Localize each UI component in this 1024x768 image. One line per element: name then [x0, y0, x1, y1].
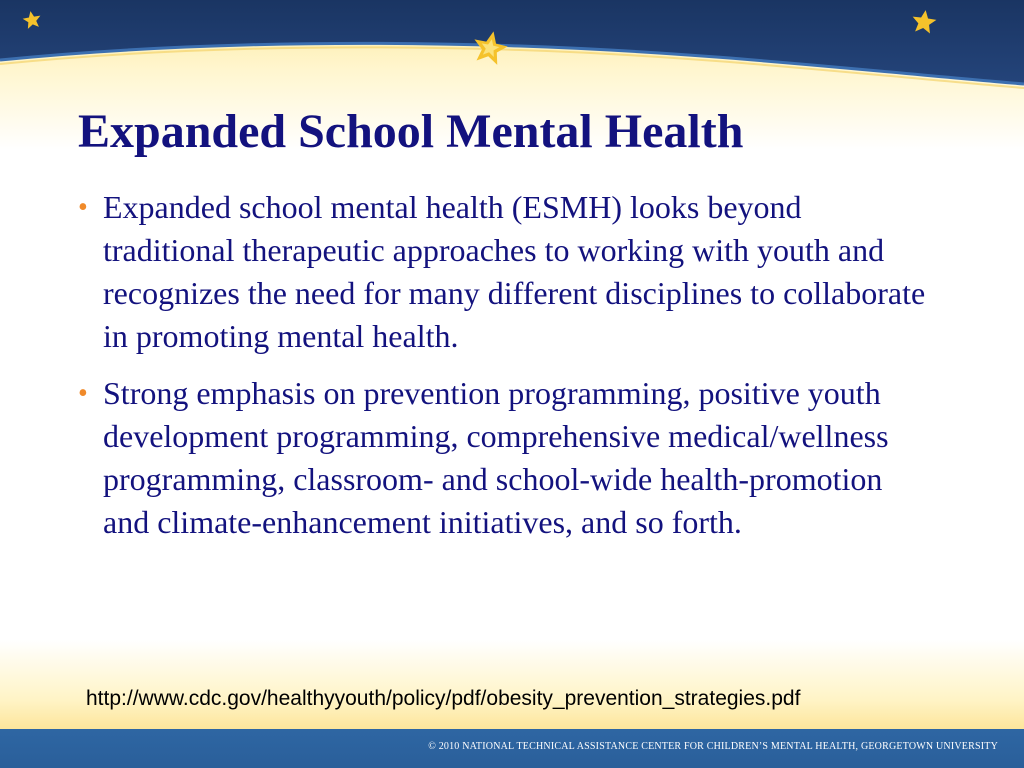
bullet-text: Strong emphasis on prevention programming, positive youth development programming, comprehensive medical/wellness programming, classroom- and school-wide health-promotion and climate-enhancement initiatives, and so forth. — [103, 375, 889, 540]
footer-bar — [0, 729, 1024, 768]
header-banner — [0, 0, 1024, 90]
slide-title: Expanded School Mental Health — [78, 105, 744, 158]
bullet-text: Expanded school mental health (ESMH) looks beyond traditional therapeutic approaches to working with youth and recognizes the need for many different disciplines to collaborate in promoting mental health. — [103, 189, 926, 354]
bullet-marker: • — [78, 378, 88, 409]
bullet-marker: • — [78, 192, 88, 223]
bullet-item — [78, 372, 928, 544]
bullet-item — [78, 186, 928, 358]
source-url[interactable]: http://www.cdc.gov/healthyyouth/policy/pdf/obesity_prevention_strategies.pdf — [86, 687, 801, 710]
bullet-list — [78, 186, 928, 544]
footer-copyright: © 2010 NATIONAL TECHNICAL ASSISTANCE CENTER FOR CHILDREN’S MENTAL HEALTH, GEORGETOWN UNIVERSITY — [428, 741, 998, 752]
